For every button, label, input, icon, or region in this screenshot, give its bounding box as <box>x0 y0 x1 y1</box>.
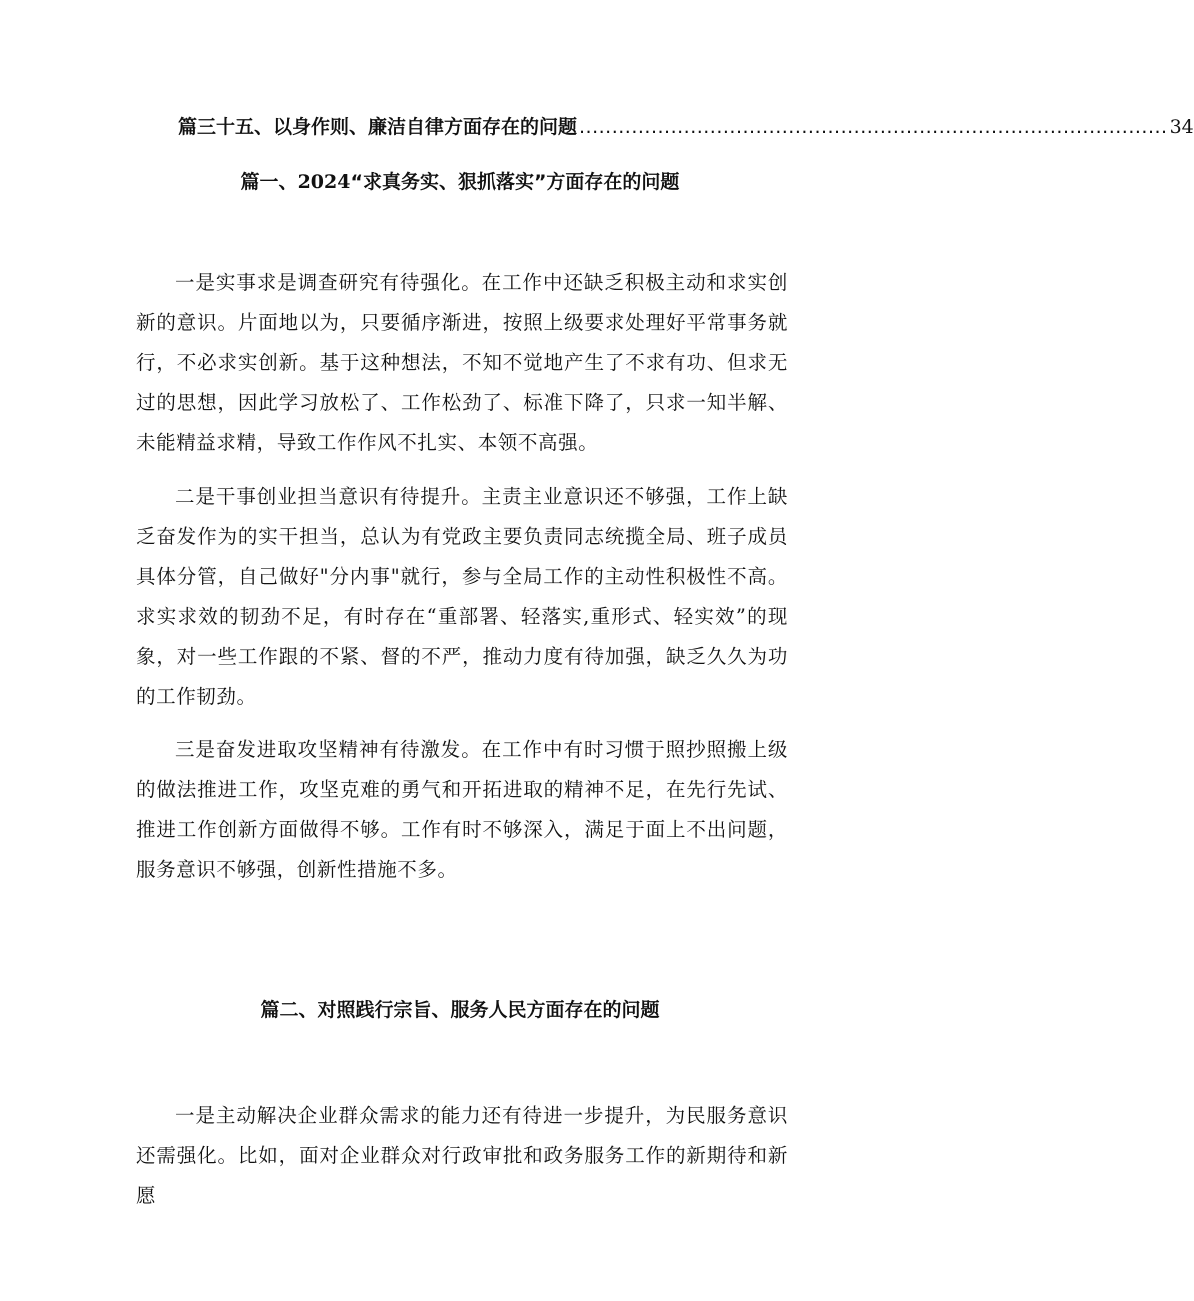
body-paragraph: 一是实事求是调查研究有待强化。在工作中还缺乏积极主动和求实创新的意识。片面地以为，只要循序渐进，按照上级要求处理好平常事务就行，不必求实创新。基于这种想法，不知不觉地产生了不求有功、但求无过的思想，因此学习放松了、工作松劲了、标准下降了，只求一知半解、未能精益求精，导致工作作风不扎实、本领不高强。 <box>136 271 788 454</box>
section-heading-1-prefix: 篇一、 <box>240 171 298 193</box>
body-paragraph: 一是主动解决企业群众需求的能力还有待进一步提升，为民服务意识还需强化。比如，面对企业群众对行政审批和政务服务工作的新期待和新愿 <box>136 1104 788 1207</box>
toc-entry-title: 篇三十五、以身作则、廉洁自律方面存在的问题 <box>178 116 578 138</box>
toc-page-number: 34 <box>1169 116 1194 138</box>
toc-entry[interactable] <box>178 112 1194 142</box>
body-paragraph: 二是干事创业担当意识有待提升。主责主业意识还不够强，工作上缺乏奋发作为的实干担当，总认为有党政主要负责同志统揽全局、班子成员具体分管，自己做好"分内事"就行，参与全局工作的主动性积极性不高。求实求效的韧劲不足，有时存在“重部署、轻落实,重形式、轻实效”的现象，对一些工作跟的不紧、督的不严，推动力度有待加强，缺乏久久为功的工作韧劲。 <box>136 485 788 708</box>
section-heading-1 <box>0 167 920 197</box>
section-heading-1-year: 2024 <box>297 171 351 193</box>
section-heading-2: 篇二、对照践行宗旨、服务人民方面存在的问题 <box>260 999 660 1021</box>
section-heading-1-rest: “求真务实、狠抓落实”方面存在的问题 <box>350 171 680 193</box>
body-paragraph: 三是奋发进取攻坚精神有待激发。在工作中有时习惯于照抄照搬上级的做法推进工作，攻坚克难的勇气和开拓进取的精神不足，在先行先试、推进工作创新方面做得不够。工作有时不够深入，满足于面上不出问题，服务意识不够强，创新性措施不多。 <box>136 738 788 881</box>
toc-leader-dots: .......................................................................................... <box>579 116 1168 138</box>
